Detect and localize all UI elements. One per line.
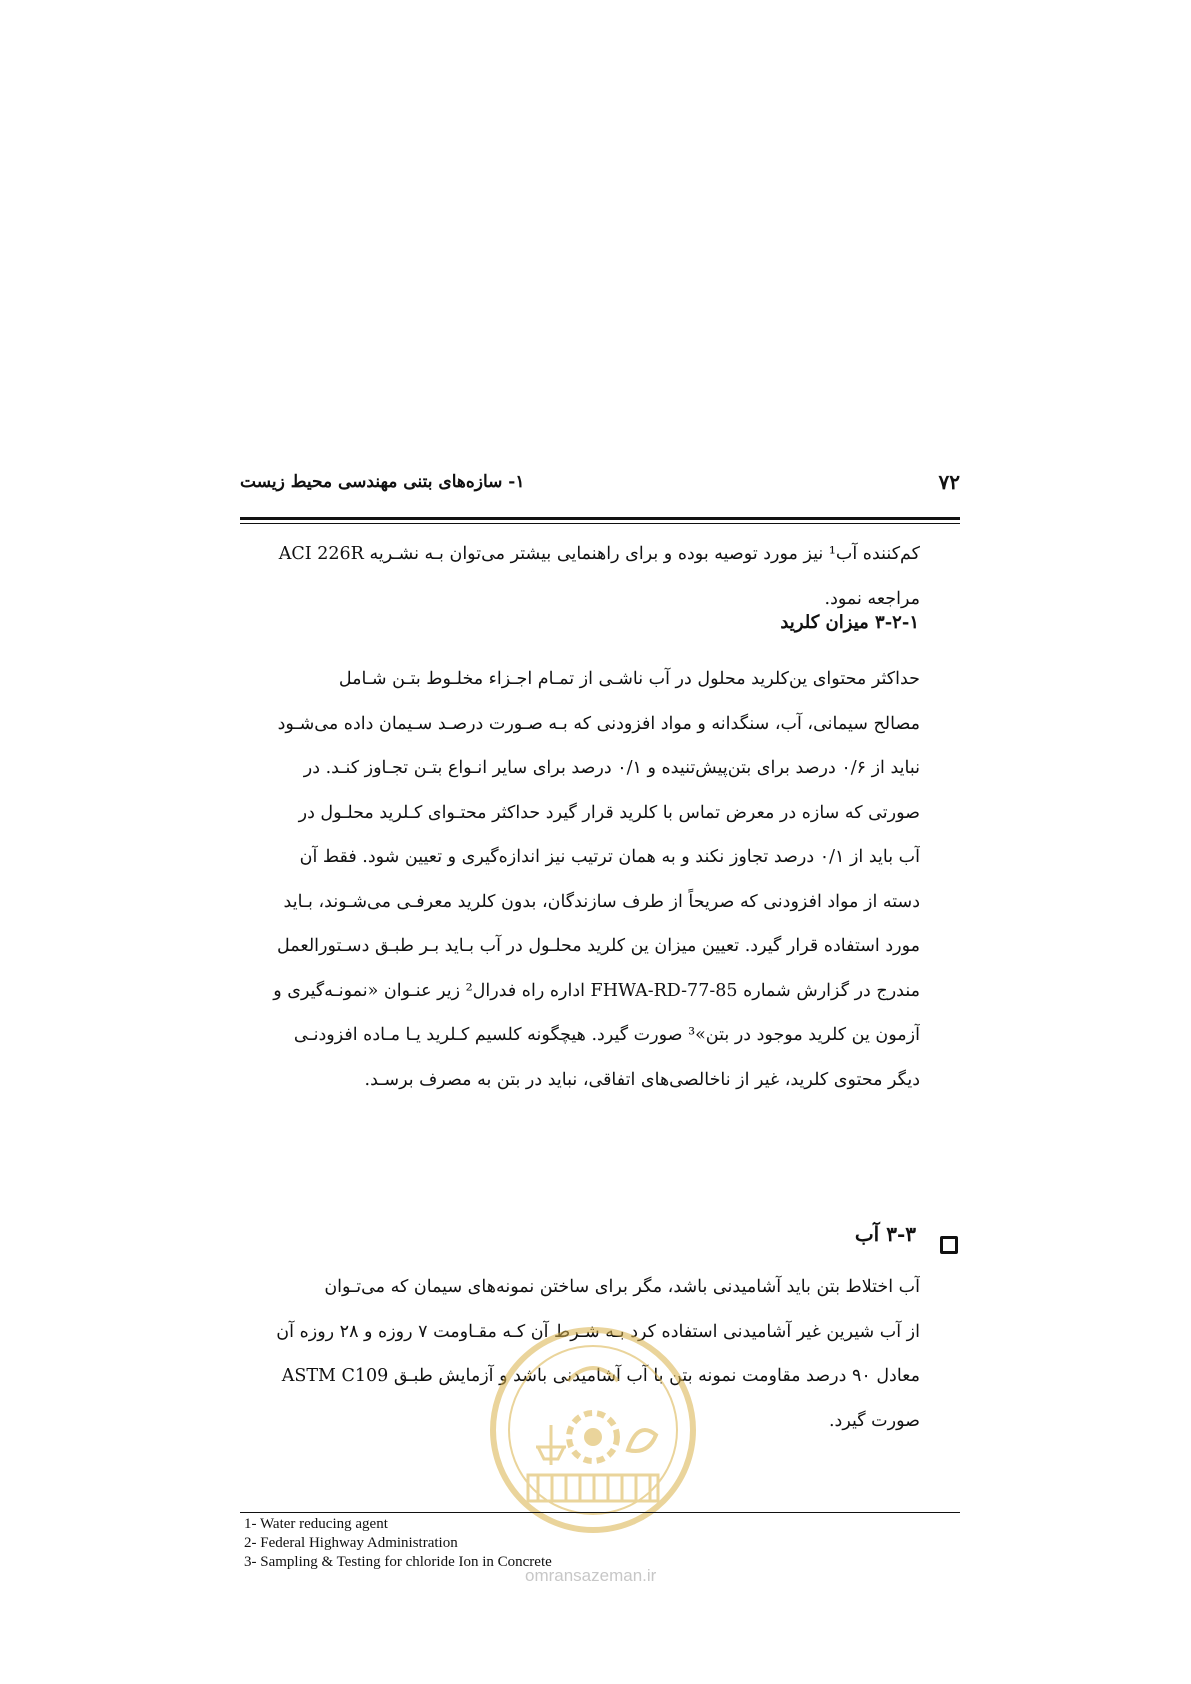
text-line: مندرج در گزارش شماره FHWA-RD-77-85 اداره راه فدرال² زیر عنـوان «نمونـه‌گیری و	[273, 980, 920, 1001]
text-line: مورد استفاده قرار گیرد. تعیین میزان ین کلرید محلـول در آب بـاید بـر طبـق دسـتورالعمل	[277, 936, 920, 956]
header-rule-thin	[240, 523, 960, 524]
section-heading-chloride: ۳-۲-۱ میزان کلرید	[780, 612, 919, 633]
text-line: حداکثر محتوای ین‌کلرید محلول در آب ناشـی از تمـام اجـزاء مخلـوط بتـن شـامل	[338, 669, 920, 689]
page-number: ۷۲	[938, 470, 960, 494]
text-line: مصالح سیمانی، آب، سنگدانه و مواد افزودنی که بـه صـورت درصـد سـیمان داده می‌شـود	[277, 713, 920, 734]
footnote: 1- Water reducing agent	[244, 1516, 388, 1532]
running-header	[240, 470, 960, 500]
text-line: دیگر محتوی کلرید، غیر از ناخالصی‌های اتفاقی، نباید در بتن به مصرف برسـد.	[364, 1069, 920, 1090]
text-line: آب باید از ۰/۱ درصد تجاوز نکند و به همان ترتیب نیز اندازه‌گیری و تعیین شود. فقط آن	[299, 847, 920, 867]
text-line: صورتی که سازه در معرض تماس با کلرید قرار گیرد حداکثر محتـوای کـلرید محلـول در	[298, 802, 920, 823]
water-paragraph	[240, 1265, 920, 1443]
text-line: نباید از ۰/۶ درصد برای بتن‌پیش‌تنیده و ۰/۱ درصد برای سایر انـواع بتـن تجـاوز کنـد. در	[303, 758, 920, 778]
intro-paragraph	[240, 532, 920, 621]
text-line: معادل ۹۰ درصد مقاومت نمونه بتن با آب آشامیدنی باشد و آزمایش طبـق ASTM C109	[281, 1366, 920, 1386]
text-line: مراجعه نمود.	[824, 588, 920, 609]
text-line: دسته از مواد افزودنی که صریحاً از طرف سازندگان، بدون کلرید معرفـی می‌شـوند، بـاید	[283, 891, 920, 912]
footnote: 2- Federal Highway Administration	[244, 1535, 458, 1551]
text-line: آب اختلاط بتن باید آشامیدنی باشد، مگر برای ساختن نمونه‌های سیمان که می‌تـوان	[324, 1277, 920, 1297]
chloride-paragraph	[240, 657, 920, 1102]
text-line: از آب شیرین غیر آشامیدنی استفاده کرد بـه شـرط آن کـه مقـاومت ۷ روزه و ۲۸ روزه آن	[276, 1321, 920, 1342]
text-line: کم‌کننده آب¹ نیز مورد توصیه بوده و برای راهنمایی بیشتر می‌توان بـه نشـریه ACI 226R	[278, 544, 920, 564]
header-rule	[240, 517, 960, 520]
footnote-rule	[240, 1512, 960, 1513]
section-heading-water: ۳-۳ آب	[854, 1222, 916, 1246]
text-line: صورت گیرد.	[828, 1410, 920, 1431]
footnotes	[244, 1515, 844, 1572]
text-line: آزمون ین کلرید موجود در بتن»³ صورت گیرد. هیچگونه کلسیم کـلرید یـا مـاده افزودنـی	[293, 1025, 920, 1045]
footnote: 3- Sampling & Testing for chloride Ion in Concrete	[244, 1554, 552, 1570]
chapter-title: ۱- سازه‌های بتنی مهندسی محیط زیست	[240, 472, 525, 492]
watermark-url: omransazeman.ir	[525, 1566, 657, 1585]
section-bullet-icon	[940, 1236, 960, 1256]
